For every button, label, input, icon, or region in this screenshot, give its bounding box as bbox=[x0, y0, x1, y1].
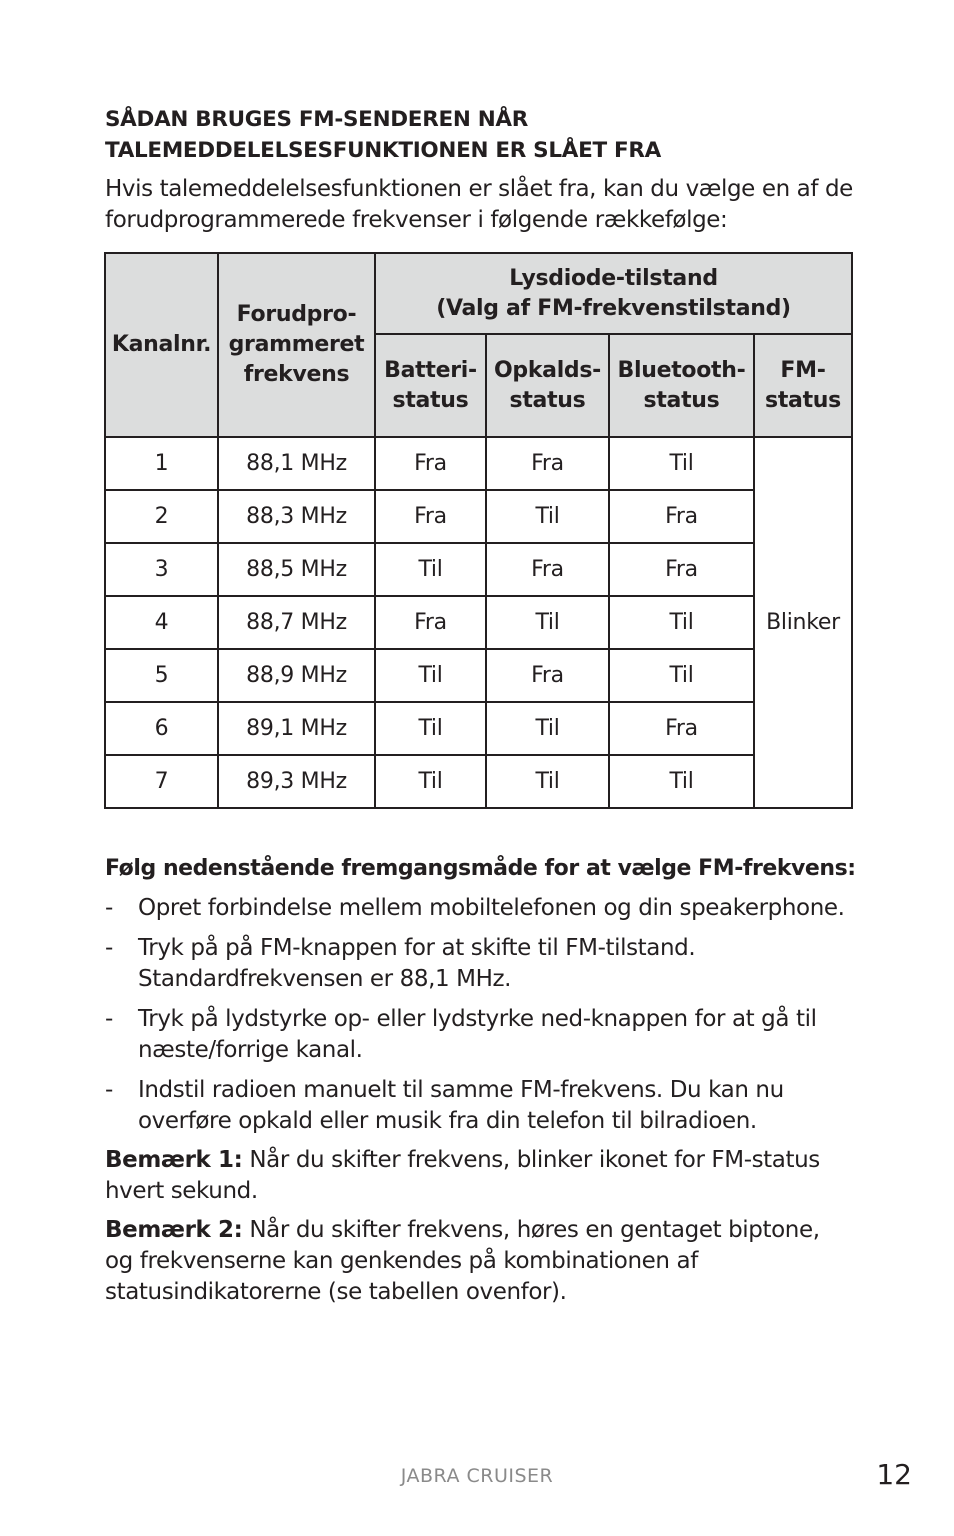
list-item bbox=[105, 893, 895, 924]
note-2-text-line-1: Når du skifter frekvens, høres en gentaget biptone, bbox=[242, 1217, 820, 1243]
table-row bbox=[105, 437, 852, 490]
cell-fm-status-merged: Blinker bbox=[754, 437, 852, 808]
note-1-text-line-2: hvert sekund. bbox=[105, 1178, 258, 1204]
cell-channel: 2 bbox=[105, 490, 218, 543]
cell-bluetooth: Fra bbox=[609, 702, 754, 755]
cell-battery: Fra bbox=[375, 490, 486, 543]
list-item bbox=[105, 1075, 895, 1137]
cell-channel: 7 bbox=[105, 755, 218, 808]
step-3-line-1: Tryk på lydstyrke op- eller lydstyrke ned-knappen for at gå til bbox=[138, 1006, 817, 1032]
cell-frequency: 88,3 MHz bbox=[218, 490, 375, 543]
cell-channel: 3 bbox=[105, 543, 218, 596]
header-led-state bbox=[375, 253, 852, 334]
cell-frequency: 89,3 MHz bbox=[218, 755, 375, 808]
cell-call: Til bbox=[486, 596, 609, 649]
cell-frequency: 88,7 MHz bbox=[218, 596, 375, 649]
header-led-line-1: Lysdiode-tilstand bbox=[509, 265, 718, 291]
cell-frequency: 88,1 MHz bbox=[218, 437, 375, 490]
note-1-text-line-1: Når du skifter frekvens, blinker ikonet for FM-status bbox=[242, 1147, 820, 1173]
cell-frequency: 88,9 MHz bbox=[218, 649, 375, 702]
cell-call: Til bbox=[486, 490, 609, 543]
frequency-table bbox=[104, 252, 853, 809]
header-call-line-1: Opkalds- bbox=[493, 357, 602, 383]
note-2-text-line-2: og frekvenserne kan genkendes på kombinationen af bbox=[105, 1248, 698, 1274]
step-4-line-2: overføre opkald eller musik fra din telefon til bilradioen. bbox=[138, 1108, 757, 1134]
cell-bluetooth: Til bbox=[609, 649, 754, 702]
cell-call: Fra bbox=[486, 543, 609, 596]
table-row bbox=[105, 490, 852, 543]
step-1-line-1: Opret forbindelse mellem mobiltelefonen og din speakerphone. bbox=[138, 895, 845, 921]
list-item bbox=[105, 933, 895, 995]
intro-paragraph bbox=[105, 174, 885, 236]
cell-bluetooth: Til bbox=[609, 437, 754, 490]
cell-bluetooth: Fra bbox=[609, 543, 754, 596]
header-call-line-2: status bbox=[509, 387, 586, 413]
cell-call: Til bbox=[486, 702, 609, 755]
header-channel: Kanalnr. bbox=[105, 253, 218, 437]
cell-call: Til bbox=[486, 755, 609, 808]
header-led-line-2: (Valg af FM-frekvenstilstand) bbox=[436, 295, 791, 321]
bullet-dash: - bbox=[105, 1006, 113, 1032]
cell-frequency: 89,1 MHz bbox=[218, 702, 375, 755]
bullet-dash: - bbox=[105, 935, 113, 961]
header-call-status bbox=[486, 334, 609, 437]
cell-battery: Til bbox=[375, 649, 486, 702]
steps-list bbox=[105, 893, 895, 1146]
section-heading-line-2: TALEMEDDELELSESFUNKTIONEN ER SLÅET FRA bbox=[105, 138, 661, 163]
bullet-dash: - bbox=[105, 1077, 113, 1103]
table-row bbox=[105, 755, 852, 808]
header-fm-line-2: status bbox=[765, 387, 841, 413]
cell-bluetooth: Til bbox=[609, 755, 754, 808]
step-3-line-2: næste/forrige kanal. bbox=[138, 1037, 363, 1063]
header-frequency-line-3: frekvens bbox=[243, 362, 350, 387]
note-2-text-line-3: statusindikatorerne (se tabellen ovenfor). bbox=[105, 1279, 567, 1305]
header-bluetooth-status bbox=[609, 334, 754, 437]
bullet-dash: - bbox=[105, 895, 113, 921]
cell-call: Fra bbox=[486, 437, 609, 490]
header-frequency-line-1: Forudpro- bbox=[236, 302, 357, 327]
note-2 bbox=[105, 1215, 885, 1308]
cell-bluetooth: Til bbox=[609, 596, 754, 649]
cell-battery: Fra bbox=[375, 437, 486, 490]
table-row bbox=[105, 596, 852, 649]
step-4-line-1: Indstil radioen manuelt til samme FM-frekvens. Du kan nu bbox=[138, 1077, 784, 1103]
cell-call: Fra bbox=[486, 649, 609, 702]
section-heading bbox=[105, 104, 865, 166]
header-bluetooth-line-1: Bluetooth- bbox=[617, 357, 746, 383]
cell-channel: 4 bbox=[105, 596, 218, 649]
table-row bbox=[105, 543, 852, 596]
cell-channel: 6 bbox=[105, 702, 218, 755]
steps-title: Følg nedenstående fremgangsmåde for at vælge FM-frekvens: bbox=[105, 856, 856, 881]
cell-battery: Fra bbox=[375, 596, 486, 649]
cell-channel: 5 bbox=[105, 649, 218, 702]
cell-battery: Til bbox=[375, 755, 486, 808]
intro-line-1: Hvis talemeddelelsesfunktionen er slået fra, kan du vælge en af de bbox=[105, 176, 853, 202]
footer-brand: JABRA CRUISER bbox=[400, 1465, 554, 1487]
note-1 bbox=[105, 1145, 885, 1207]
header-frequency-line-2: grammeret bbox=[228, 332, 365, 357]
header-bluetooth-line-2: status bbox=[643, 387, 720, 413]
header-fm-status bbox=[754, 334, 852, 437]
header-battery-line-1: Batteri- bbox=[384, 357, 477, 383]
table-row bbox=[105, 649, 852, 702]
page-number: 12 bbox=[876, 1458, 912, 1491]
cell-bluetooth: Fra bbox=[609, 490, 754, 543]
step-2-line-2: Standardfrekvensen er 88,1 MHz. bbox=[138, 966, 512, 992]
intro-line-2: forudprogrammerede frekvenser i følgende rækkefølge: bbox=[105, 207, 728, 233]
cell-frequency: 88,5 MHz bbox=[218, 543, 375, 596]
note-1-label: Bemærk 1: bbox=[105, 1147, 243, 1173]
header-battery-status bbox=[375, 334, 486, 437]
cell-battery: Til bbox=[375, 543, 486, 596]
cell-channel: 1 bbox=[105, 437, 218, 490]
table-row bbox=[105, 702, 852, 755]
header-frequency bbox=[218, 253, 375, 437]
step-2-line-1: Tryk på på FM-knappen for at skifte til FM-tilstand. bbox=[138, 935, 696, 961]
header-battery-line-2: status bbox=[392, 387, 469, 413]
section-heading-line-1: SÅDAN BRUGES FM-SENDEREN NÅR bbox=[105, 107, 529, 132]
list-item bbox=[105, 1004, 895, 1066]
header-fm-line-1: FM- bbox=[780, 357, 826, 383]
note-2-label: Bemærk 2: bbox=[105, 1217, 243, 1243]
cell-battery: Til bbox=[375, 702, 486, 755]
